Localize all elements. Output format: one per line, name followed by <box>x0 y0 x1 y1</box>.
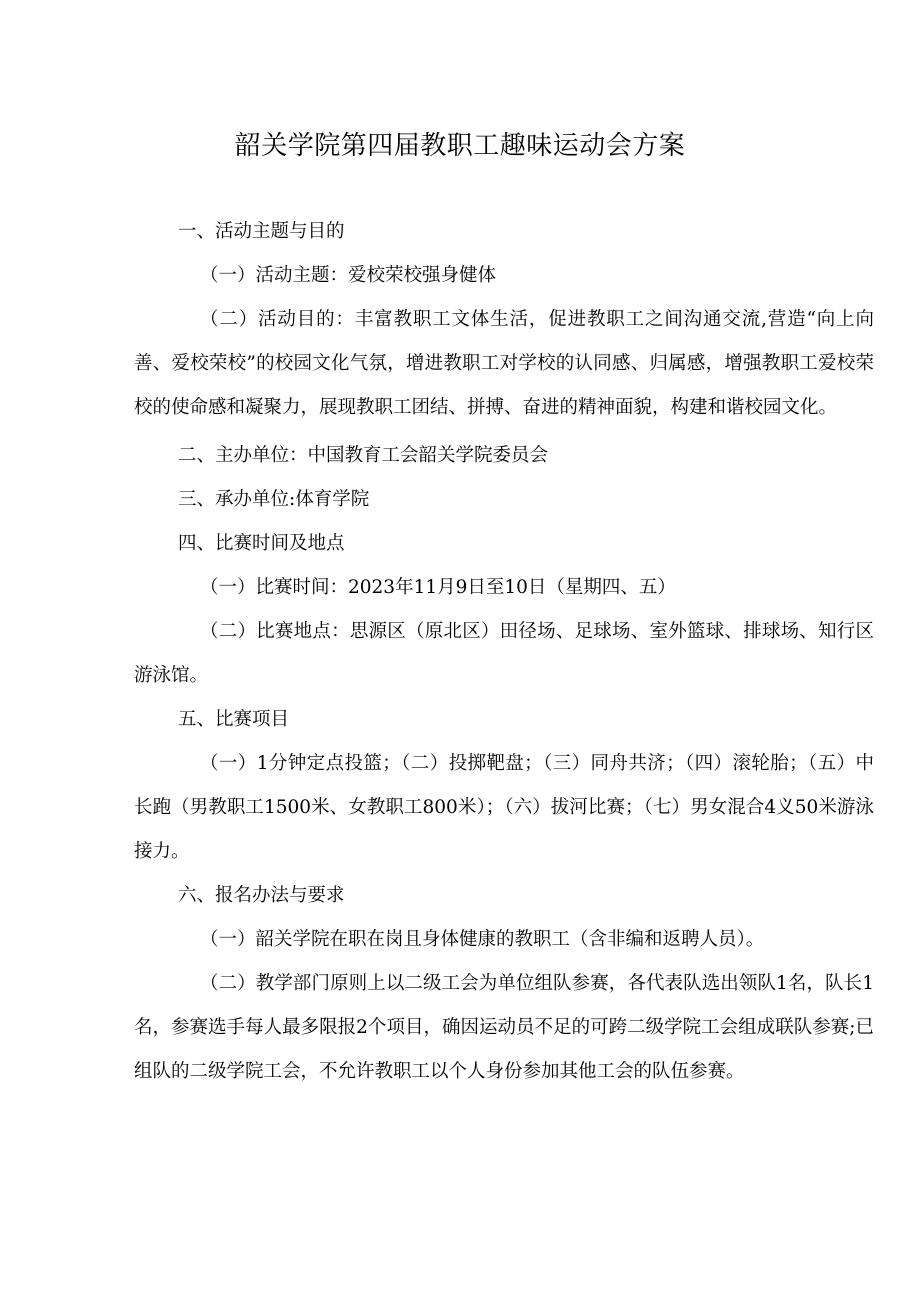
time-item: （一）比赛时间：2023年11月9日至10日（星期四、五） <box>200 577 676 598</box>
purpose-item: （二）活动目的：丰富教职工文体生活，促进教职工之间沟通交流,营造“向上向善、爱校荣校”的校园文化气氛，增进教职工对学校的认同感、归属感，增强教职工爱校荣校的使命感和凝聚力，展现教职工团结、拼搏、奋进的精神面貌，构建和谐校园文化。 <box>134 309 874 418</box>
section-organizer: 二、主办单位：中国教育工会韶关学院委员会 <box>178 445 549 466</box>
section-heading-6: 六、报名办法与要求 <box>178 885 345 906</box>
venue-item: （二）比赛地点：思源区（原北区）田径场、足球场、室外篮球、排球场、知行区游泳馆。 <box>134 621 874 686</box>
events-item: （一）1分钟定点投篮；（二）投掷靶盘；（三）同舟共济；（四）滚轮胎；（五）中长跑（男教职工1500米、女教职工800米）；（六）拔河比赛；（七）男女混合4义50米游泳接力。 <box>134 753 874 862</box>
section-heading-1: 一、活动主题与目的 <box>178 221 345 242</box>
section-heading-4: 四、比赛时间及地点 <box>178 533 345 554</box>
theme-item: （一）活动主题：爱校荣校强身健体 <box>200 265 497 286</box>
team-rules-item: （二）教学部门原则上以二级工会为单位组队参赛，各代表队选出领队1名，队长1名，参赛选手每人最多限报2个项目，确因运动员不足的可跨二级学院工会组成联队参赛;已组队的二级学院工会，不允许教职工以个人身份参加其他工会的队伍参赛。 <box>134 973 874 1082</box>
document-body <box>134 210 874 1094</box>
eligibility-item: （一）韶关学院在职在岗且身体健康的教职工（含非编和返聘人员）。 <box>200 929 765 950</box>
section-heading-5: 五、比赛项目 <box>178 709 290 730</box>
document-title: 韶关学院第四届教职工趣味运动会方案 <box>234 131 686 161</box>
section-undertaker: 三、承办单位:体育学院 <box>178 489 370 510</box>
